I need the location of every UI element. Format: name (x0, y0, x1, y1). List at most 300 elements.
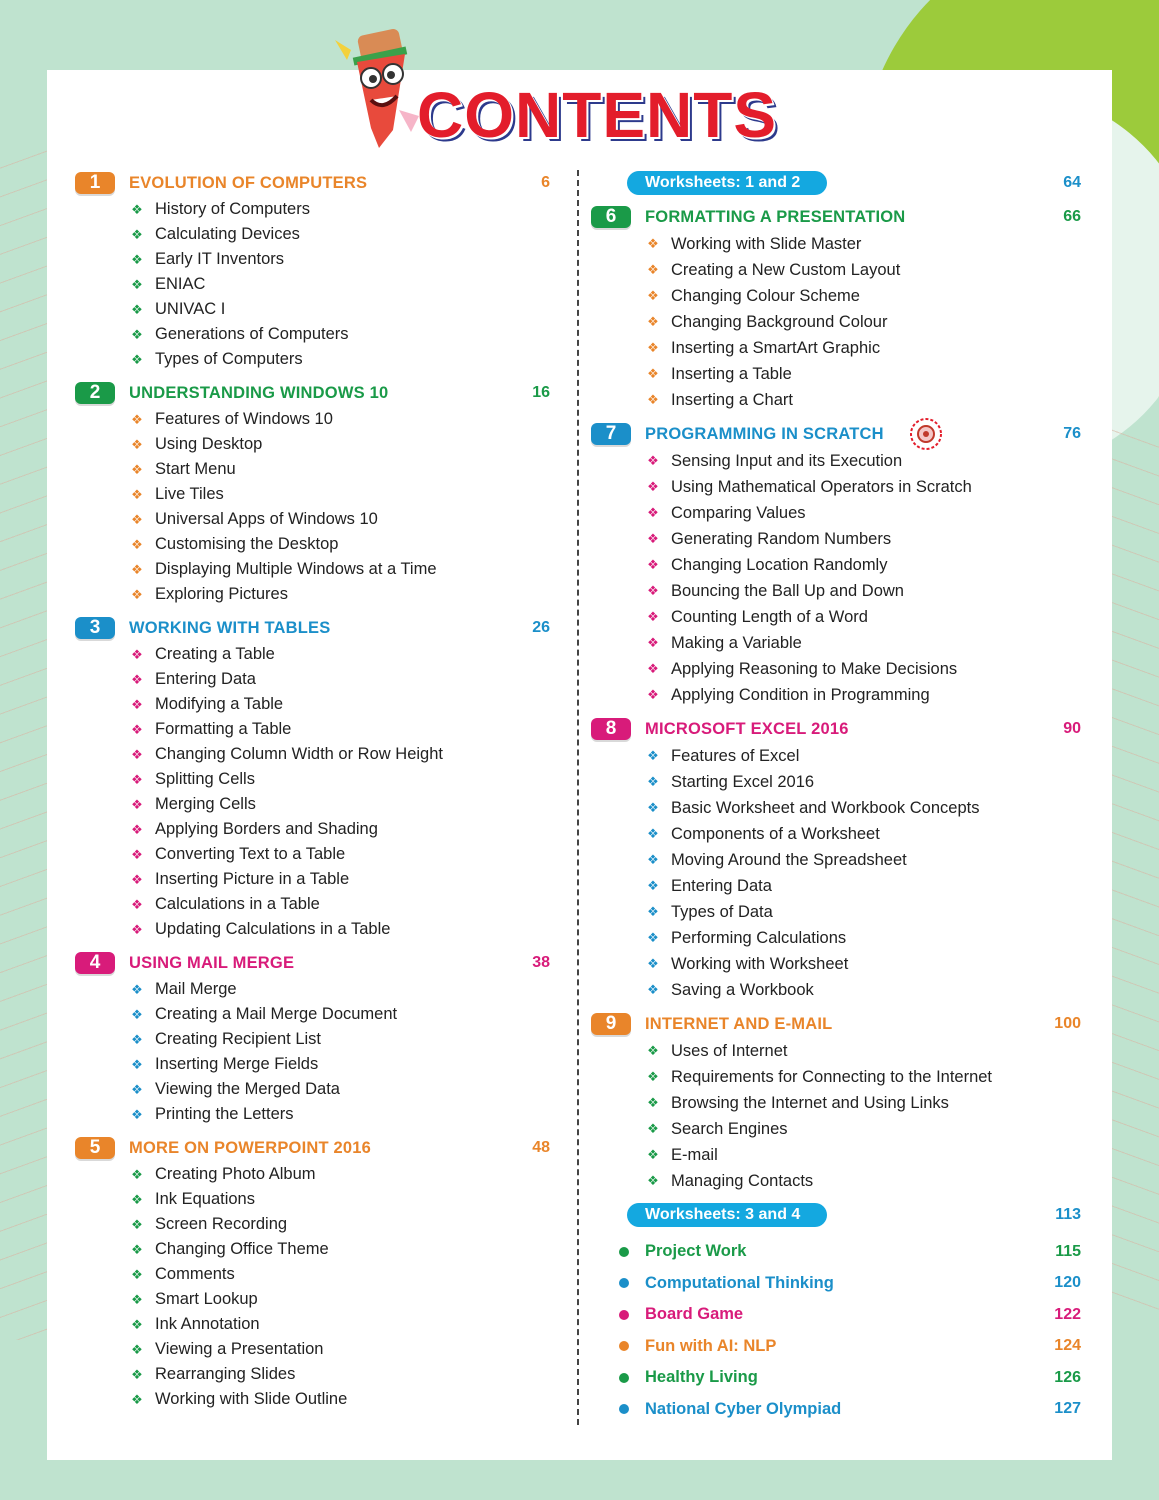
topic-label: Generating Random Numbers (671, 529, 892, 548)
topic-item (591, 231, 1081, 257)
topic-label: Comparing Values (671, 503, 806, 522)
topic-label: Making a Variable (671, 633, 802, 652)
topic-label: Basic Worksheet and Workbook Concepts (671, 798, 980, 817)
topic-item (591, 283, 1081, 309)
extra-section-item[interactable] (591, 1268, 1081, 1300)
topic-label: E-mail (671, 1145, 718, 1164)
topic-item (591, 309, 1081, 335)
bullet-icon: ❖ (131, 1316, 143, 1332)
topic-label: Using Desktop (155, 435, 263, 453)
topic-label: Exploring Pictures (155, 585, 288, 603)
extra-section-page: 127 (1054, 1400, 1081, 1418)
bullet-icon: ❖ (131, 896, 143, 912)
topic-label: Updating Calculations in a Table (155, 920, 391, 938)
chapter-heading[interactable] (75, 380, 550, 406)
bullet-icon: ❖ (131, 696, 143, 712)
topic-label: Smart Lookup (155, 1290, 258, 1308)
chapter-heading[interactable] (591, 1011, 1081, 1037)
bullet-icon: ❖ (647, 288, 659, 303)
chapter-page-number: 100 (1054, 1015, 1081, 1032)
extra-section-item[interactable] (591, 1362, 1081, 1394)
bullet-icon: ❖ (131, 1266, 143, 1282)
topic-item (75, 717, 550, 742)
bullet-icon: ❖ (647, 635, 659, 650)
dot-icon (619, 1373, 629, 1383)
topic-label: Browsing the Internet and Using Links (671, 1093, 949, 1112)
bullet-icon: ❖ (131, 436, 143, 452)
bullet-icon: ❖ (131, 1166, 143, 1182)
bullet-icon: ❖ (647, 826, 659, 841)
topic-item (591, 578, 1081, 604)
bullet-icon: ❖ (647, 748, 659, 763)
bullet-icon: ❖ (131, 796, 143, 812)
extra-section-label: Board Game (645, 1305, 744, 1324)
extra-section-label: National Cyber Olympiad (645, 1399, 842, 1418)
topic-label: Calculating Devices (155, 225, 300, 243)
pencil-mascot-icon (327, 20, 427, 150)
topic-label: Managing Contacts (671, 1171, 814, 1190)
bullet-icon: ❖ (131, 846, 143, 862)
chapter-heading[interactable] (75, 170, 550, 196)
topic-item (75, 1077, 550, 1102)
scratch-icon (909, 417, 943, 451)
chapter-section (591, 204, 1081, 413)
topic-label: Requirements for Connecting to the Internet (671, 1067, 993, 1086)
topic-item (591, 951, 1081, 977)
chapter-heading[interactable] (75, 1135, 550, 1161)
topic-item (591, 1064, 1081, 1090)
topic-item (591, 500, 1081, 526)
topic-label: Screen Recording (155, 1215, 288, 1233)
topic-item (75, 792, 550, 817)
bullet-icon: ❖ (131, 1081, 143, 1097)
topic-item (75, 1102, 550, 1127)
extra-section-label: Project Work (645, 1242, 747, 1261)
bullet-icon: ❖ (131, 871, 143, 887)
topic-label: Types of Computers (155, 350, 303, 368)
topic-label: Ink Equations (155, 1190, 255, 1208)
topic-item (591, 604, 1081, 630)
bullet-icon: ❖ (131, 511, 143, 527)
chapter-section (75, 950, 550, 1127)
topic-label: Changing Background Colour (671, 312, 888, 331)
chapter-title: EVOLUTION OF COMPUTERS (129, 173, 368, 192)
topic-label: UNIVAC I (155, 300, 226, 318)
bullet-icon: ❖ (647, 236, 659, 251)
bullet-icon: ❖ (647, 1043, 659, 1058)
topic-label: Inserting Merge Fields (155, 1055, 319, 1073)
bullet-icon: ❖ (647, 1069, 659, 1084)
chapter-heading[interactable] (75, 615, 550, 641)
bullet-icon: ❖ (647, 505, 659, 520)
topic-item (591, 925, 1081, 951)
chapter-page-number: 38 (532, 954, 550, 971)
topic-item (75, 1262, 550, 1287)
chapter-title: UNDERSTANDING WINDOWS 10 (129, 383, 389, 402)
bullet-icon: ❖ (131, 746, 143, 762)
background-lines-left (0, 140, 50, 1340)
topic-label: Sensing Input and its Execution (671, 451, 903, 470)
worksheets-page-number: 64 (1063, 174, 1081, 191)
topic-item (591, 630, 1081, 656)
topic-label: Ink Annotation (155, 1315, 260, 1333)
topic-label: Performing Calculations (671, 928, 847, 947)
bullet-icon: ❖ (131, 671, 143, 687)
topic-item (591, 1116, 1081, 1142)
bullet-icon: ❖ (131, 1191, 143, 1207)
bullet-icon: ❖ (647, 878, 659, 893)
topic-item (591, 1090, 1081, 1116)
topic-item (75, 557, 550, 582)
topic-label: Applying Borders and Shading (155, 820, 378, 838)
worksheets-row[interactable] (591, 170, 1081, 196)
chapter-page-number: 6 (541, 174, 550, 191)
topic-label: Working with Slide Master (671, 234, 862, 253)
topic-item (591, 552, 1081, 578)
topic-label: Displaying Multiple Windows at a Time (155, 560, 437, 578)
left-column (75, 170, 550, 1420)
topic-label: Creating Photo Album (155, 1165, 316, 1183)
extra-section-label: Healthy Living (645, 1368, 758, 1387)
topic-label: Working with Worksheet (671, 954, 849, 973)
topic-item (591, 474, 1081, 500)
page-title: CONTENTS (417, 79, 777, 151)
bullet-icon: ❖ (131, 1391, 143, 1407)
bullet-icon: ❖ (131, 721, 143, 737)
chapter-section (75, 1135, 550, 1412)
topic-item (75, 917, 550, 942)
topic-item (75, 432, 550, 457)
topic-label: Types of Data (671, 902, 773, 921)
extra-section-page: 115 (1055, 1242, 1081, 1260)
topic-item (75, 1212, 550, 1237)
chapter-number-badge: 2 (75, 382, 115, 404)
extra-section-label: Computational Thinking (645, 1273, 834, 1292)
chapter-heading[interactable] (75, 950, 550, 976)
bullet-icon: ❖ (131, 461, 143, 477)
bullet-icon: ❖ (131, 201, 143, 217)
topic-item (75, 1237, 550, 1262)
topic-item (75, 742, 550, 767)
topic-label: Mail Merge (155, 980, 237, 998)
bullet-icon: ❖ (131, 821, 143, 837)
topic-item (591, 387, 1081, 413)
topic-item (75, 1187, 550, 1212)
topic-item (75, 767, 550, 792)
bullet-icon: ❖ (647, 956, 659, 971)
bullet-icon: ❖ (131, 1056, 143, 1072)
bullet-icon: ❖ (131, 1031, 143, 1047)
topic-label: Comments (155, 1265, 235, 1283)
extra-section-item[interactable] (591, 1236, 1081, 1268)
topic-label: Entering Data (671, 876, 772, 895)
topic-item (75, 867, 550, 892)
bullet-icon: ❖ (131, 326, 143, 342)
dot-icon (619, 1310, 629, 1320)
bullet-icon: ❖ (647, 982, 659, 997)
bullet-icon: ❖ (131, 536, 143, 552)
topic-label: Splitting Cells (155, 770, 255, 788)
right-column (591, 170, 1081, 1425)
bullet-icon: ❖ (131, 1291, 143, 1307)
chapter-page-number: 76 (1063, 425, 1081, 442)
topic-label: Calculations in a Table (155, 895, 320, 913)
topic-item (75, 482, 550, 507)
topic-label: Features of Windows 10 (155, 410, 333, 428)
topic-label: Rearranging Slides (155, 1365, 296, 1383)
bullet-icon: ❖ (647, 661, 659, 676)
bullet-icon: ❖ (131, 1106, 143, 1122)
topic-item (75, 1002, 550, 1027)
topic-item (75, 247, 550, 272)
dot-icon (619, 1341, 629, 1351)
topic-label: Saving a Workbook (671, 980, 814, 999)
topic-item (591, 448, 1081, 474)
chapter-heading[interactable] (591, 716, 1081, 742)
bullet-icon: ❖ (131, 771, 143, 787)
chapter-number-badge: 3 (75, 617, 115, 639)
bullet-icon: ❖ (131, 1341, 143, 1357)
topic-label: Early IT Inventors (155, 250, 284, 268)
extra-section-page: 126 (1054, 1368, 1081, 1386)
topic-label: Search Engines (671, 1119, 788, 1138)
extra-section-item[interactable] (591, 1299, 1081, 1331)
bullet-icon: ❖ (647, 852, 659, 867)
topic-item (75, 272, 550, 297)
bullet-icon: ❖ (131, 1366, 143, 1382)
topic-label: Moving Around the Spreadsheet (671, 850, 907, 869)
topic-item (75, 457, 550, 482)
bullet-icon: ❖ (647, 557, 659, 572)
bullet-icon: ❖ (131, 1216, 143, 1232)
topic-label: Live Tiles (155, 485, 224, 503)
chapter-number-badge: 9 (591, 1013, 631, 1035)
bullet-icon: ❖ (647, 453, 659, 468)
topic-item (591, 899, 1081, 925)
topic-item (591, 873, 1081, 899)
topic-label: ENIAC (155, 275, 206, 293)
topic-label: Changing Colour Scheme (671, 286, 860, 305)
bullet-icon: ❖ (647, 583, 659, 598)
chapter-number-badge: 6 (591, 206, 631, 228)
chapter-section (75, 380, 550, 607)
dot-icon (619, 1278, 629, 1288)
chapter-section (591, 1011, 1081, 1194)
topic-label: Applying Reasoning to Make Decisions (671, 659, 958, 678)
topic-label: Generations of Computers (155, 325, 349, 343)
topic-label: Creating a Mail Merge Document (155, 1005, 398, 1023)
topic-label: Converting Text to a Table (155, 845, 346, 863)
bullet-icon: ❖ (131, 276, 143, 292)
topic-label: Changing Column Width or Row Height (155, 745, 443, 763)
topic-item (75, 322, 550, 347)
chapter-title: FORMATTING A PRESENTATION (645, 207, 906, 226)
chapter-page-number: 16 (532, 384, 550, 401)
worksheets-page-number: 113 (1055, 1206, 1081, 1223)
bullet-icon: ❖ (647, 366, 659, 381)
topic-item (591, 1038, 1081, 1064)
bullet-icon: ❖ (647, 1121, 659, 1136)
bullet-icon: ❖ (647, 1095, 659, 1110)
bullet-icon: ❖ (131, 646, 143, 662)
topic-label: Bouncing the Ball Up and Down (671, 581, 904, 600)
chapter-title: MORE ON POWERPOINT 2016 (129, 1138, 372, 1157)
topic-item (75, 1337, 550, 1362)
bullet-icon: ❖ (647, 930, 659, 945)
topic-item (75, 582, 550, 607)
extra-section-item[interactable] (591, 1394, 1081, 1426)
bullet-icon: ❖ (131, 1006, 143, 1022)
bullet-icon: ❖ (647, 262, 659, 277)
topic-item (75, 1052, 550, 1077)
topic-label: Modifying a Table (155, 695, 284, 713)
extra-section-page: 122 (1054, 1305, 1081, 1323)
topic-label: Creating a New Custom Layout (671, 260, 901, 279)
topic-item (75, 817, 550, 842)
topic-label: Start Menu (155, 460, 236, 478)
topic-label: Creating Recipient List (155, 1030, 321, 1048)
chapter-section (75, 170, 550, 372)
topic-item (75, 1387, 550, 1412)
bullet-icon: ❖ (131, 1241, 143, 1257)
topic-item (591, 682, 1081, 708)
bullet-icon: ❖ (647, 340, 659, 355)
column-divider (577, 170, 579, 1425)
topic-label: Inserting a SmartArt Graphic (671, 338, 881, 357)
topic-item (591, 656, 1081, 682)
chapter-title: PROGRAMMING IN SCRATCH (645, 424, 884, 443)
chapter-number-badge: 8 (591, 718, 631, 740)
topic-label: Printing the Letters (155, 1105, 294, 1123)
topic-item (75, 532, 550, 557)
topic-label: Working with Slide Outline (155, 1390, 348, 1408)
chapter-section (75, 615, 550, 942)
topic-item (591, 257, 1081, 283)
chapter-title: MICROSOFT EXCEL 2016 (645, 719, 849, 738)
topic-item (591, 335, 1081, 361)
topic-item (75, 407, 550, 432)
topic-item (591, 821, 1081, 847)
topic-item (75, 692, 550, 717)
topic-item (75, 667, 550, 692)
topic-label: Inserting Picture in a Table (155, 870, 350, 888)
chapter-page-number: 90 (1063, 720, 1081, 737)
topic-item (591, 847, 1081, 873)
topic-label: Viewing a Presentation (155, 1340, 324, 1358)
chapter-section (591, 421, 1081, 708)
topic-item (75, 1162, 550, 1187)
worksheets-pill: Worksheets: 3 and 4 (627, 1203, 827, 1227)
chapter-heading[interactable] (591, 204, 1081, 230)
topic-label: Applying Condition in Programming (671, 685, 930, 704)
topic-label: Customising the Desktop (155, 535, 339, 553)
bullet-icon: ❖ (647, 609, 659, 624)
bullet-icon: ❖ (647, 687, 659, 702)
bullet-icon: ❖ (647, 314, 659, 329)
extra-section-item[interactable] (591, 1331, 1081, 1363)
dot-icon (619, 1404, 629, 1414)
chapter-page-number: 48 (532, 1139, 550, 1156)
chapter-title: USING MAIL MERGE (129, 953, 295, 972)
chapter-page-number: 26 (532, 619, 550, 636)
bullet-icon: ❖ (647, 531, 659, 546)
chapter-section (591, 716, 1081, 1003)
topic-item (75, 222, 550, 247)
extra-section-label: Fun with AI: NLP (645, 1336, 777, 1355)
topic-label: Merging Cells (155, 795, 256, 813)
topic-label: Counting Length of a Word (671, 607, 868, 626)
topic-item (591, 743, 1081, 769)
dot-icon (619, 1247, 629, 1257)
background-lines-right (1111, 420, 1159, 1320)
topic-item (591, 1142, 1081, 1168)
chapter-title: INTERNET AND E-MAIL (645, 1014, 833, 1033)
bullet-icon: ❖ (131, 921, 143, 937)
topic-label: Uses of Internet (671, 1041, 788, 1060)
topic-item (591, 1168, 1081, 1194)
topic-item (75, 642, 550, 667)
chapter-heading[interactable] (591, 421, 1081, 447)
bullet-icon: ❖ (131, 411, 143, 427)
chapter-page-number: 66 (1063, 208, 1081, 225)
topic-item (75, 507, 550, 532)
chapter-number-badge: 5 (75, 1137, 115, 1159)
topic-item (591, 795, 1081, 821)
topic-item (75, 1312, 550, 1337)
extra-section-page: 120 (1054, 1274, 1081, 1292)
topic-label: Changing Office Theme (155, 1240, 329, 1258)
topic-label: Components of a Worksheet (671, 824, 880, 843)
topic-label: Starting Excel 2016 (671, 772, 815, 791)
topic-label: Creating a Table (155, 645, 275, 663)
topic-item (591, 769, 1081, 795)
worksheets-row[interactable] (591, 1202, 1081, 1228)
topic-label: Changing Location Randomly (671, 555, 888, 574)
chapter-number-badge: 7 (591, 423, 631, 445)
topic-item (75, 842, 550, 867)
chapter-number-badge: 4 (75, 952, 115, 974)
topic-item (75, 977, 550, 1002)
bullet-icon: ❖ (131, 226, 143, 242)
bullet-icon: ❖ (647, 479, 659, 494)
topic-item (75, 892, 550, 917)
chapter-title: WORKING WITH TABLES (129, 618, 331, 637)
topic-label: Entering Data (155, 670, 256, 688)
extra-section-page: 124 (1054, 1337, 1081, 1355)
topic-item (591, 977, 1081, 1003)
bullet-icon: ❖ (647, 800, 659, 815)
topic-item (75, 1287, 550, 1312)
topic-item (591, 361, 1081, 387)
topic-item (75, 347, 550, 372)
bullet-icon: ❖ (647, 774, 659, 789)
bullet-icon: ❖ (647, 1173, 659, 1188)
topic-label: Inserting a Chart (671, 390, 793, 409)
bullet-icon: ❖ (131, 981, 143, 997)
topic-label: History of Computers (155, 200, 310, 218)
bullet-icon: ❖ (131, 586, 143, 602)
contents-page (47, 70, 1112, 1460)
topic-item (75, 197, 550, 222)
bullet-icon: ❖ (647, 1147, 659, 1162)
bullet-icon: ❖ (131, 351, 143, 367)
topic-label: Viewing the Merged Data (155, 1080, 340, 1098)
bullet-icon: ❖ (131, 301, 143, 317)
bullet-icon: ❖ (647, 904, 659, 919)
bullet-icon: ❖ (131, 251, 143, 267)
topic-item (591, 526, 1081, 552)
topic-label: Using Mathematical Operators in Scratch (671, 477, 972, 496)
